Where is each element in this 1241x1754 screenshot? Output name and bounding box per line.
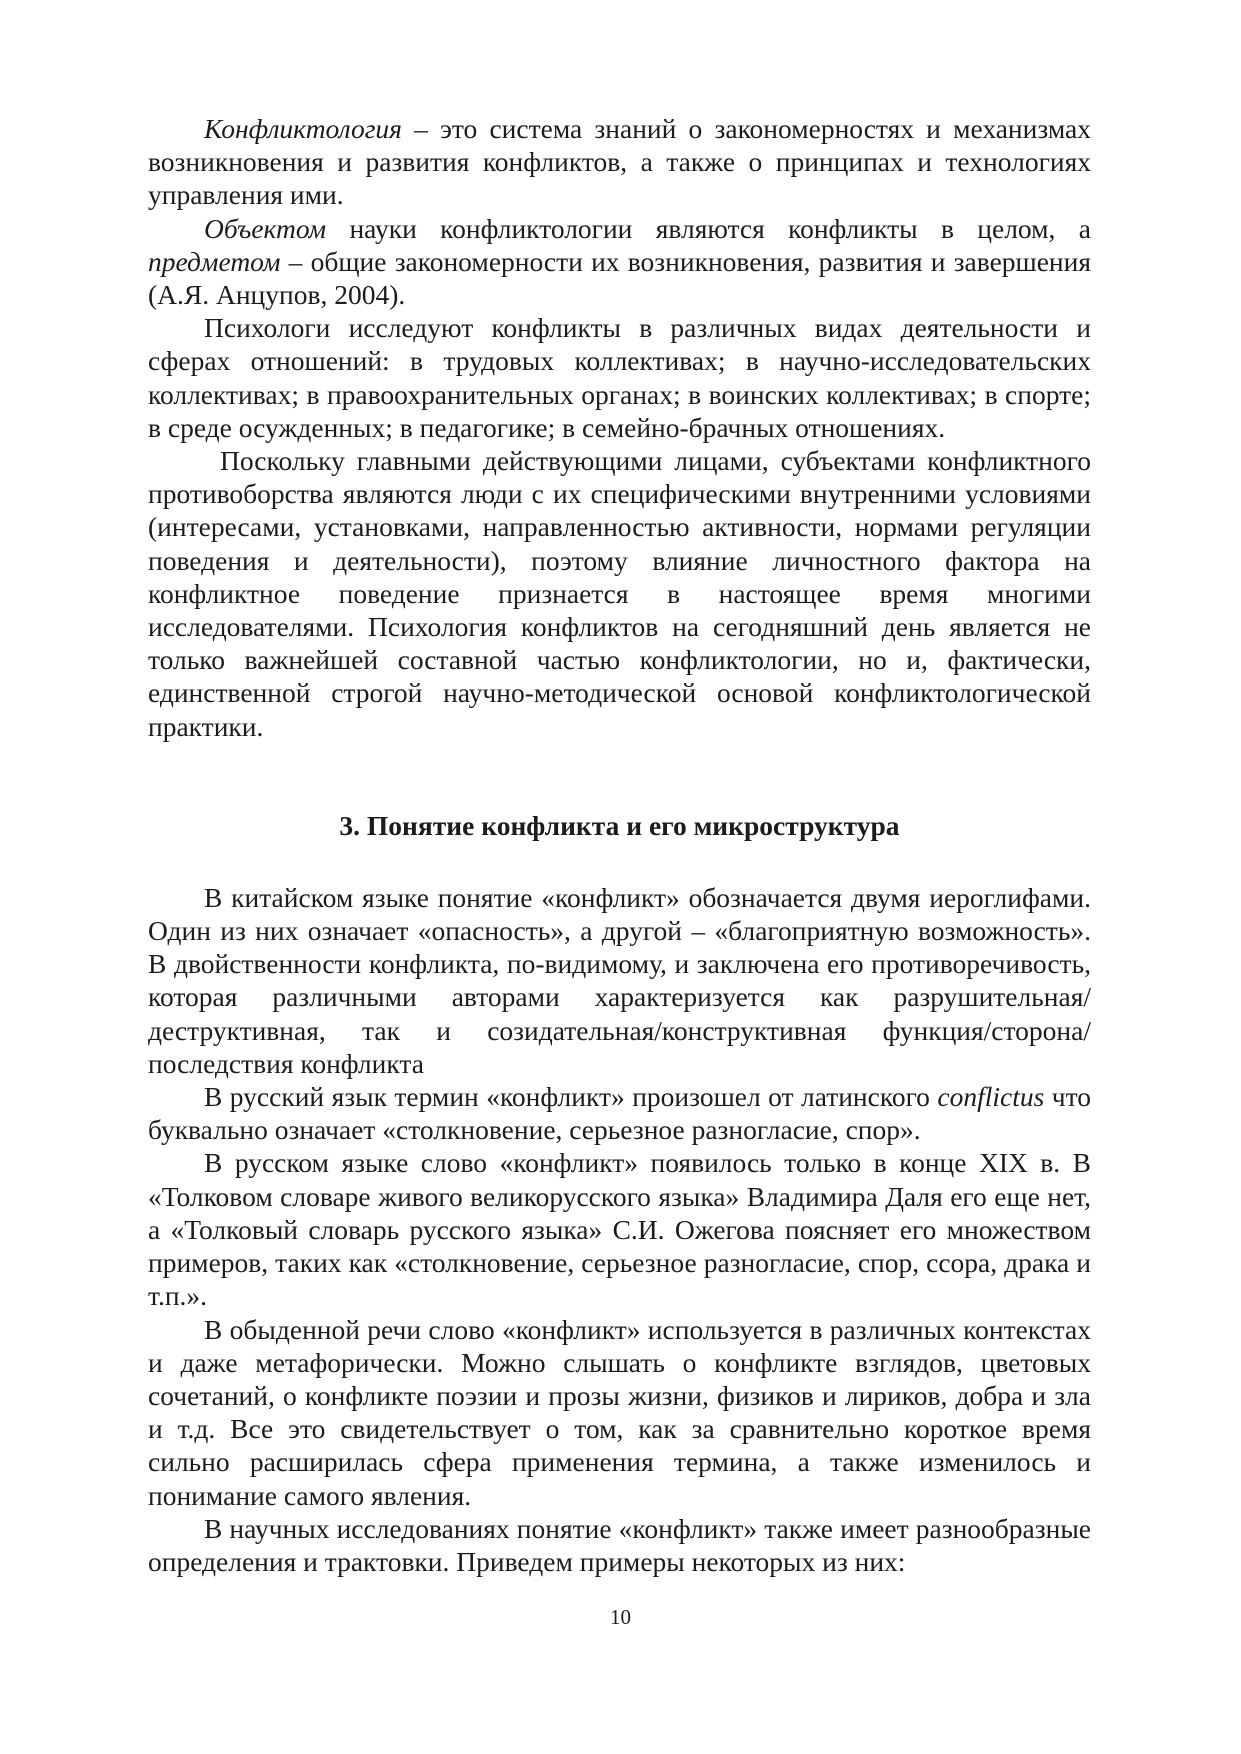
paragraph-personal-factor: Поскольку главными действующими лицами, субъектами конфликтного противоборства являются люди с их специфическими внутренними условиями (интересами, установками, направленностью активности, нормами регуляции поведения и деятельности), поэтому влияние личностного фактора на конфликтное поведение признается в настоящее время многими исследователями. Психология конфликтов на сегодняшний день является не только важнейшей составной частью конфликтологии, но и, фактически, единственной строгой научно-методической основой конфликтологической практики.: [148, 445, 1091, 742]
term-subject: предметом: [148, 245, 281, 277]
term-object: Объектом: [204, 212, 327, 244]
paragraph-chinese: В китайском языке понятие «конфликт» обозначается двумя иероглифами. Один из них означает «опасность», а другой – «благоприятную возможность». В двойственности конфликта, по-видимому, и заключена его противоречивость, которая различными авторами характеризуется как разрушительная/деструктивная, так и созидательная/конструктивная функция/сторона/последствия конфликта: [148, 881, 1091, 1079]
paragraph-psychologists: Психологи исследуют конфликты в различных видах деятельности и сферах отношений: в трудовых коллективах; в научно-исследовательских коллективах; в правоохранительных органах; в воинских коллективах; в спорте; в среде осужденных; в педагогике; в семейно-брачных отношениях.: [148, 312, 1091, 443]
paragraph-text: науки конфликтологии являются конфликты в целом, а: [326, 212, 1091, 244]
paragraph-russian: В русском языке слово «конфликт» появилось только в конце XIX в. В «Толковом словаре живого великорусского языка» Владимира Даля его еще нет, а «Толковый словарь русского языка» С.И. Ожегова поясняет его множеством примеров, таких как «столкновение, серьезное разногласие, спор, ссора, драка и т.п.».: [148, 1147, 1091, 1312]
section-heading: 3. Понятие конфликта и его микроструктура: [339, 809, 900, 841]
term-conflictology: Конфликтология: [204, 113, 402, 144]
paragraph-definition: [148, 112, 1091, 212]
paragraph-object-subject: [148, 212, 1091, 312]
page-number: 10: [610, 1605, 631, 1629]
term-conflictus: conflictus: [937, 1081, 1045, 1113]
paragraph-latin: [148, 1080, 1091, 1146]
definition-text: – это система знаний о закономерностях и механизмах возникновения и развития конфликтов, а также о принципах и технологиях управления ими.: [148, 113, 1091, 211]
paragraph-text: что буквально означает «столкновение, серьезное разногласие, спор».: [148, 1081, 1091, 1146]
paragraph-text: – общие закономерности их возникновения, развития и завершения (А.Я. Анцупов, 2004).: [148, 245, 1091, 311]
paragraph-everyday: В обыденной речи слово «конфликт» используется в различных контекстах и даже метафорически. Можно слышать о конфликте взглядов, цветовых сочетаний, о конфликте поэзии и прозы жизни, физиков и лириков, добра и зла и т.д. Все это свидетельствует о том, как за сравнительно короткое время сильно расширилась сфера применения термина, а также изменилось и понимание самого явления.: [148, 1313, 1091, 1511]
text-column: [148, 112, 1091, 1578]
paragraph-scientific: В научных исследованиях понятие «конфликт» также имеет разнообразные определения и трактовки. Приведем примеры некоторых из них:: [148, 1512, 1091, 1577]
paragraph-text: В русский язык термин «конфликт» произошел от латинского: [204, 1081, 938, 1113]
